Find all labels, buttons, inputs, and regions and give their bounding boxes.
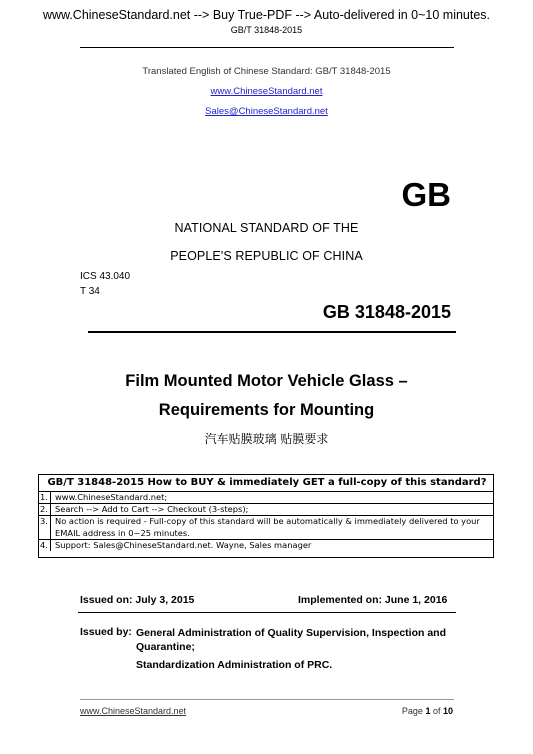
buy-step-text: No action is required - Full-copy of this standard will be automatically & immediately delivered to your EMAIL address in 0~25 minutes. — [55, 516, 480, 538]
title-line2: Requirements for Mounting — [158, 401, 375, 419]
buy-step — [39, 540, 493, 551]
national-standard-line2: PEOPLE'S REPUBLIC OF CHINA — [170, 249, 363, 263]
translation-note: Translated English of Chinese Standard: GB/T 31848-2015 — [142, 66, 391, 77]
implemented-date: Implemented on: June 1, 2016 — [298, 594, 448, 606]
buy-box-title: GB/T 31848-2015 How to BUY & immediately GET a full-copy of this standard? — [47, 477, 487, 488]
buy-step-text: Support: Sales@ChineseStandard.net. Wayne, Sales manager — [55, 539, 312, 550]
page-indicator — [402, 706, 453, 716]
title-divider — [88, 331, 456, 333]
ics-code: ICS 43.040 — [80, 271, 131, 282]
buy-instructions-box — [38, 474, 494, 558]
national-standard-line1: NATIONAL STANDARD OF THE — [174, 221, 359, 235]
title-line1: Film Mounted Motor Vehicle Glass – — [125, 372, 408, 390]
dates-divider — [78, 612, 456, 613]
buy-steps-list — [39, 492, 493, 551]
page-prefix: Page — [401, 706, 426, 716]
issuer-line2: Standardization Administration of PRC. — [136, 659, 333, 671]
page-current: 1 — [425, 706, 431, 716]
buy-step-number: 3. — [39, 516, 51, 538]
standard-number: GB 31848-2015 — [322, 302, 451, 322]
gb-mark: GB — [401, 176, 451, 213]
footer-website-link[interactable]: www.ChineseStandard.net — [80, 706, 187, 716]
issuer-line1: General Administration of Quality Supervision, Inspection and Quarantine; — [136, 627, 446, 653]
issued-date: Issued on: July 3, 2015 — [80, 594, 195, 606]
buy-step-text: www.ChineseStandard.net; — [55, 492, 168, 502]
footer-divider — [80, 699, 454, 700]
issued-by-label: Issued by: — [80, 626, 132, 638]
header-divider — [80, 47, 454, 48]
t-code: T 34 — [80, 286, 100, 297]
website-link[interactable]: www.ChineseStandard.net — [210, 86, 323, 97]
buy-step-number: 1. — [39, 492, 51, 503]
buy-step-number: 2. — [39, 504, 51, 515]
page-total: 10 — [442, 706, 453, 716]
email-link[interactable]: Sales@ChineseStandard.net — [205, 106, 328, 117]
chinese-title: 汽车贴膜玻璃 贴膜要求 — [204, 432, 329, 446]
top-banner: www.ChineseStandard.net --> Buy True-PDF --> Auto-delivered in 0~10 minutes. — [42, 8, 491, 22]
buy-step-number: 4. — [39, 540, 51, 551]
header-doc-code: GB/T 31848-2015 — [230, 25, 303, 35]
buy-step — [39, 516, 493, 539]
page-of: of — [430, 706, 443, 716]
buy-step — [39, 504, 493, 516]
buy-step — [39, 492, 493, 504]
buy-step-text: Search --> Add to Cart --> Checkout (3-steps); — [55, 504, 249, 515]
